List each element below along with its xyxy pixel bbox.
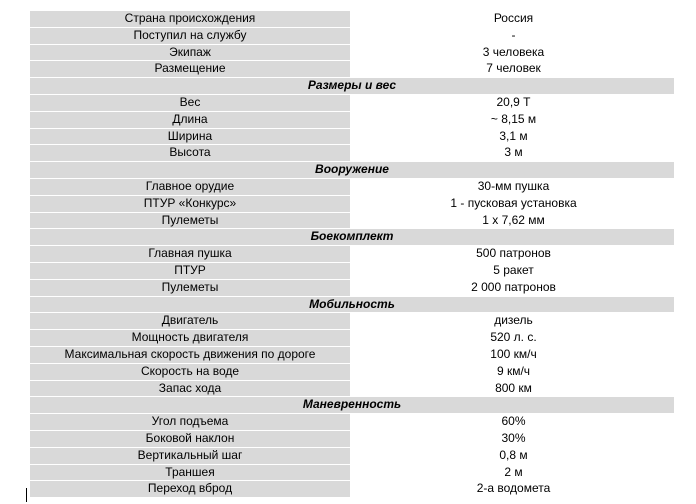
table-row (30, 44, 674, 61)
spec-value: 5 ракет (353, 263, 674, 279)
section-title: Размеры и вес (30, 78, 674, 94)
spec-label: Двигатель (30, 313, 350, 329)
spec-value: 1 - пусковая установка (353, 196, 674, 212)
spec-label: Пулеметы (30, 213, 350, 229)
spec-value: 20,9 Т (353, 95, 674, 111)
section-title: Боекомплект (30, 229, 674, 245)
spec-table (30, 10, 674, 497)
table-row (30, 60, 674, 77)
table-row (30, 178, 674, 195)
table-row (30, 413, 674, 430)
table-row (30, 262, 674, 279)
spec-value: 3,1 м (353, 129, 674, 145)
spec-value: 100 км/ч (353, 347, 674, 363)
spec-value: 30% (353, 431, 674, 447)
spec-label: Ширина (30, 129, 350, 145)
spec-label: Боковой наклон (30, 431, 350, 447)
spec-value: 7 человек (353, 61, 674, 77)
spec-label: Главная пушка (30, 246, 350, 262)
table-row (30, 128, 674, 145)
table-row (30, 312, 674, 329)
section-header-row (30, 161, 674, 178)
spec-value: - (353, 28, 674, 44)
spec-value: 2 м (353, 465, 674, 481)
spec-value: 9 км/ч (353, 364, 674, 380)
table-row (30, 447, 674, 464)
spec-label: Вертикальный шаг (30, 448, 350, 464)
spec-value: 3 м (353, 145, 674, 161)
spec-value: дизель (353, 313, 674, 329)
table-row (30, 111, 674, 128)
spec-label: Траншея (30, 465, 350, 481)
spec-value: Россия (353, 11, 674, 27)
table-row (30, 279, 674, 296)
section-header-row (30, 396, 674, 413)
section-title: Вооружение (30, 162, 674, 178)
table-row (30, 94, 674, 111)
spec-label: Вес (30, 95, 350, 111)
spec-label: ПТУР (30, 263, 350, 279)
table-row (30, 480, 674, 497)
spec-label: Максимальная скорость движения по дороге (30, 347, 350, 363)
spec-value: 3 человека (353, 45, 674, 61)
spec-value: 800 км (353, 381, 674, 397)
spec-label: ПТУР «Конкурс» (30, 196, 350, 212)
spec-label: Страна происхождения (30, 11, 350, 27)
spec-value: 30-мм пушка (353, 179, 674, 195)
table-row (30, 464, 674, 481)
section-header-row (30, 228, 674, 245)
table-row (30, 144, 674, 161)
table-row (30, 195, 674, 212)
table-row (30, 212, 674, 229)
table-row (30, 380, 674, 397)
table-row (30, 363, 674, 380)
spec-value: 520 л. с. (353, 330, 674, 346)
spec-label: Поступил на службу (30, 28, 350, 44)
spec-label: Главное орудие (30, 179, 350, 195)
spec-value: 1 x 7,62 мм (353, 213, 674, 229)
spec-label: Запас хода (30, 381, 350, 397)
spec-value: 60% (353, 414, 674, 430)
spec-label: Длина (30, 112, 350, 128)
spec-label: Размещение (30, 61, 350, 77)
section-title: Мобильность (30, 297, 674, 313)
spec-label: Высота (30, 145, 350, 161)
table-row (30, 329, 674, 346)
spec-value: 0,8 м (353, 448, 674, 464)
spec-value: 2 000 патронов (353, 280, 674, 296)
section-header-row (30, 77, 674, 94)
spec-value: 2-а водомета (353, 481, 674, 497)
spec-label: Мощность двигателя (30, 330, 350, 346)
table-row (30, 245, 674, 262)
spec-label: Экипаж (30, 45, 350, 61)
table-row (30, 27, 674, 44)
section-header-row (30, 296, 674, 313)
text-cursor-mark (26, 488, 27, 502)
table-row (30, 346, 674, 363)
spec-value: 500 патронов (353, 246, 674, 262)
spec-label: Переход вброд (30, 481, 350, 497)
spec-label: Пулеметы (30, 280, 350, 296)
spec-value: ~ 8,15 м (353, 112, 674, 128)
spec-label: Угол подъема (30, 414, 350, 430)
table-row (30, 10, 674, 27)
section-title: Маневренность (30, 397, 674, 413)
table-row (30, 430, 674, 447)
spec-label: Скорость на воде (30, 364, 350, 380)
